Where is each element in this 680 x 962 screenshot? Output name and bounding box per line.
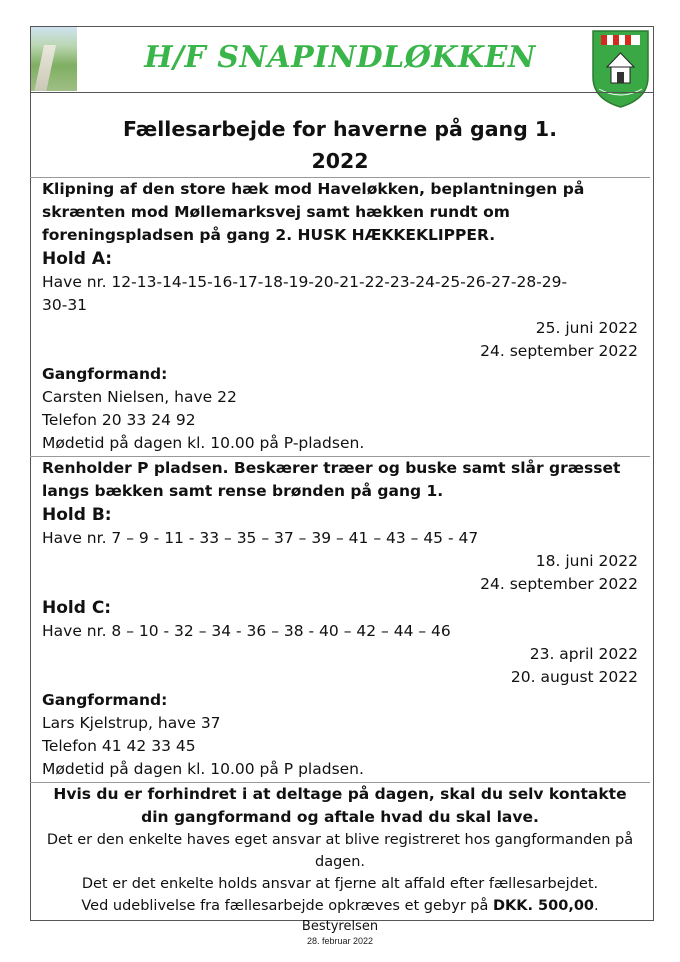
notice-line3-suffix: . xyxy=(594,898,599,914)
main-heading-line2: 2022 xyxy=(311,149,369,173)
association-title: H/F SNAPINDLØKKEN xyxy=(144,40,536,75)
gangformand-label-2: Gangformand: xyxy=(42,691,168,709)
gangformand-name-1: Carsten Nielsen, have 22 xyxy=(42,388,237,406)
gangformand-label-1: Gangformand: xyxy=(42,365,168,383)
hold-a-haver-line1: Have nr. 12-13-14-15-16-17-18-19-20-21-22-23-24-25-26-27-28-29- xyxy=(42,273,568,291)
hold-b-label: Hold B: xyxy=(42,505,112,525)
hold-a-label: Hold A: xyxy=(42,249,113,269)
hold-c-date1: 23. april 2022 xyxy=(529,645,638,663)
hold-c-haver: Have nr. 8 – 10 - 32 – 34 - 36 – 38 - 40 – 42 – 44 – 46 xyxy=(42,622,451,640)
hold-a-date2: 24. september 2022 xyxy=(480,342,638,360)
footer-date: 28. februar 2022 xyxy=(306,936,374,946)
notice-line3 xyxy=(42,895,638,917)
section1-task: Klipning af den store hæk mod Haveløkken, beplantningen på skrænten mod Møllemarksvej samt hækken rundt om foreningspladsen på gang 2. HUSK HÆKKEKLIPPER. xyxy=(42,180,585,244)
moedetid-2: Mødetid på dagen kl. 10.00 på P pladsen. xyxy=(42,760,364,778)
hold-b-date1: 18. juni 2022 xyxy=(535,552,638,570)
association-logo xyxy=(589,27,652,109)
section2-task: Renholder P pladsen. Beskærer træer og buske samt slår græsset langs bækken samt rense brønden på gang 1. xyxy=(42,459,621,500)
document-body xyxy=(42,112,638,937)
hold-a-haver-line2: 30-31 xyxy=(42,296,88,314)
fee-amount: DKK. 500,00 xyxy=(492,898,595,914)
telefon-2: Telefon 41 42 33 45 xyxy=(42,737,196,755)
hold-b-date2: 24. september 2022 xyxy=(480,575,638,593)
notice-line2: Det er det enkelte holds ansvar at fjerne alt affald efter fællesarbejdet. xyxy=(81,876,599,892)
main-heading-line1: Fællesarbejde for haverne på gang 1. xyxy=(122,117,557,141)
hold-c-date2: 20. august 2022 xyxy=(510,668,638,686)
header-divider xyxy=(30,92,654,93)
gangformand-name-2: Lars Kjelstrup, have 37 xyxy=(42,714,221,732)
moedetid-1: Mødetid på dagen kl. 10.00 på P-pladsen. xyxy=(42,434,365,452)
hold-a-date1: 25. juni 2022 xyxy=(535,319,638,337)
telefon-1: Telefon 20 33 24 92 xyxy=(42,411,196,429)
notice-line1: Det er den enkelte haves eget ansvar at blive registreret hos gangformanden på dagen. xyxy=(46,832,634,870)
hold-b-haver: Have nr. 7 – 9 - 11 - 33 – 35 – 37 – 39 – 41 – 43 – 45 - 47 xyxy=(42,529,479,547)
hold-c-label: Hold C: xyxy=(42,598,112,618)
notice-bold: Hvis du er forhindret i at deltage på dagen, skal du selv kontakte din gangformand og aftale hvad du skal lave. xyxy=(53,785,627,826)
notice-line3-prefix: Ved udeblivelse fra fællesarbejde opkræves et gebyr på xyxy=(81,898,493,914)
signature: Bestyrelsen xyxy=(301,919,379,934)
